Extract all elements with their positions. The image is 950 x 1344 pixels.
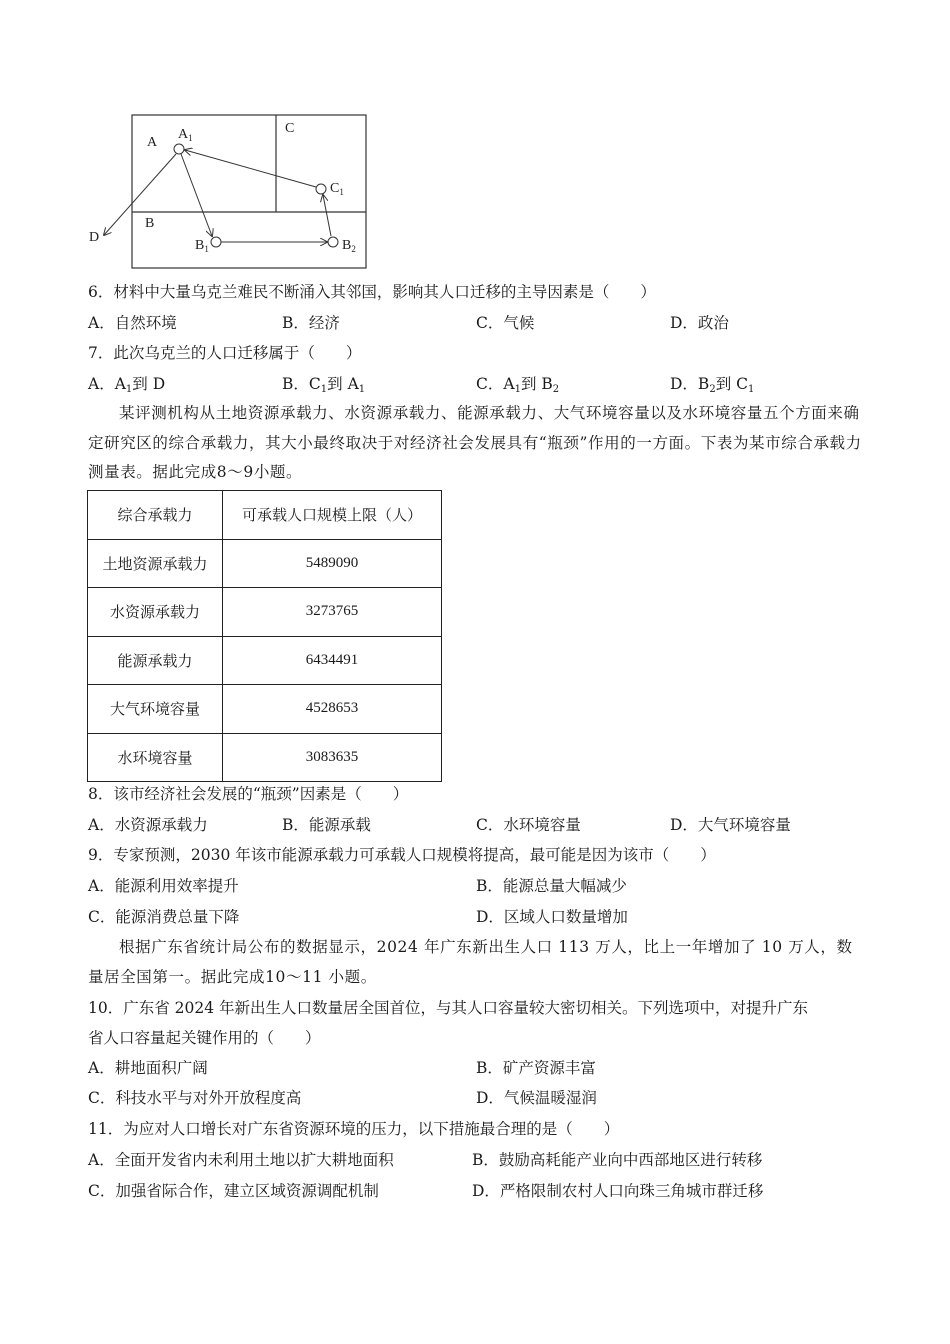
table-cell: 3083635: [223, 733, 442, 782]
arrow-b2-to-c1: [323, 195, 331, 236]
question-11-option-a[interactable]: A．全面开发省内未利用土地以扩大耕地面积: [88, 1151, 394, 1169]
table-row: [88, 733, 442, 782]
question-9-option-c[interactable]: C．能源消费总量下降: [88, 908, 240, 926]
label-c: C: [285, 121, 295, 136]
table-header-row: [88, 491, 442, 540]
question-8-option-d[interactable]: D．大气环境容量: [670, 816, 791, 834]
table-cell: 水资源承载力: [88, 588, 223, 637]
table-cell: 水环境容量: [88, 733, 223, 782]
question-9-option-a[interactable]: A．能源利用效率提升: [88, 877, 239, 895]
label-d: D: [89, 230, 100, 245]
arrow-a1-to-d: [104, 154, 176, 235]
table-row: [88, 539, 442, 588]
table-cell: 3273765: [223, 588, 442, 637]
table-cell: 土地资源承载力: [88, 539, 223, 588]
node-a1: [174, 144, 184, 154]
question-10-option-d[interactable]: D．气候温暖湿润: [476, 1089, 597, 1107]
arrow-c1-to-a1: [185, 150, 316, 187]
question-10-stem-line1: 10．广东省 2024 年新出生人口数量居全国首位，与其人口容量较大密切相关。下列选项中，对提升广东: [88, 999, 809, 1017]
question-7-option-d[interactable]: D．$B_2$到 $C_1$: [670, 375, 755, 395]
question-10-stem-line2: 省人口容量起关键作用的（ ）: [88, 1029, 321, 1047]
table-cell: 大气环境容量: [88, 685, 223, 734]
question-8-option-a[interactable]: A．水资源承载力: [88, 816, 208, 834]
question-11-option-d[interactable]: D．严格限制农村人口向珠三角城市群迁移: [472, 1182, 764, 1200]
question-6-option-d[interactable]: D．政治: [670, 314, 729, 332]
passage-guangdong: 根据广东省统计局公布的数据显示，2024 年广东新出生人口 113 万人，比上一年增加了 10 万人，数量居全国第一。据此完成10～11 小题。: [88, 938, 853, 986]
passage-capacity: 某评测机构从土地资源承载力、水资源承载力、能源承载力、大气环境容量以及水环境容量五个方面来确定研究区的综合承载力，其大小最终取决于对经济社会发展具有“瓶颈”作用的一方面。下表为某市综合承载力测量表。据此完成8～9小题。: [88, 404, 862, 481]
question-8-option-c[interactable]: C．水环境容量: [476, 816, 581, 834]
question-11-option-c[interactable]: C．加强省际合作，建立区域资源调配机制: [88, 1182, 379, 1200]
question-9-stem: 9．专家预测，2030 年该市能源承载力可承载人口规模将提高，最可能是因为该市（ ）: [88, 846, 716, 864]
migration-diagram: [80, 108, 380, 273]
question-7-option-c[interactable]: C．$A_1$到 $B_2$: [476, 375, 560, 395]
question-10-option-b[interactable]: B．矿产资源丰富: [476, 1059, 596, 1077]
capacity-table: [87, 490, 442, 782]
question-6-option-c[interactable]: C．气候: [476, 314, 535, 332]
table-header-cell: 可承载人口规模上限（人）: [223, 491, 442, 540]
label-b1: $B_1$: [195, 238, 209, 254]
node-b1: [211, 237, 221, 247]
node-c1: [316, 184, 326, 194]
table-row: [88, 636, 442, 685]
node-b2: [328, 237, 338, 247]
label-b2: $B_2$: [342, 238, 356, 254]
question-10-option-a[interactable]: A．耕地面积广阔: [88, 1059, 208, 1077]
question-11-stem: 11．为应对人口增长对广东省资源环境的压力，以下措施最合理的是（ ）: [88, 1120, 620, 1138]
table-row: [88, 588, 442, 637]
table-cell: 能源承载力: [88, 636, 223, 685]
label-a1: $A_1$: [178, 127, 193, 143]
question-11-option-b[interactable]: B．鼓励高耗能产业向中西部地区进行转移: [472, 1151, 763, 1169]
question-7-option-a[interactable]: A．$A_1$到 D: [88, 375, 166, 395]
question-9-option-b[interactable]: B．能源总量大幅减少: [476, 877, 627, 895]
question-6-option-b[interactable]: B．经济: [282, 314, 340, 332]
label-a: A: [147, 135, 158, 150]
question-6-stem: 6．材料中大量乌克兰难民不断涌入其邻国，影响其人口迁移的主导因素是（ ）: [88, 283, 656, 301]
arrow-a1-to-b1: [181, 154, 212, 236]
question-7-option-b[interactable]: B．$C_1$到 $A_1$: [282, 375, 366, 395]
question-6-option-a[interactable]: A．自然环境: [88, 314, 177, 332]
question-8-option-b[interactable]: B．能源承载: [282, 816, 371, 834]
table-header-cell: 综合承载力: [88, 491, 223, 540]
question-9-option-d[interactable]: D．区域人口数量增加: [476, 908, 628, 926]
question-10-option-c[interactable]: C．科技水平与对外开放程度高: [88, 1089, 302, 1107]
label-b: B: [145, 216, 155, 231]
question-8-stem: 8．该市经济社会发展的“瓶颈”因素是（ ）: [88, 785, 409, 803]
table-cell: 5489090: [223, 539, 442, 588]
label-c1: $C_1$: [330, 181, 344, 197]
table-cell: 4528653: [223, 685, 442, 734]
table-row: [88, 685, 442, 734]
table-cell: 6434491: [223, 636, 442, 685]
question-7-stem: 7．此次乌克兰的人口迁移属于（ ）: [88, 344, 362, 362]
